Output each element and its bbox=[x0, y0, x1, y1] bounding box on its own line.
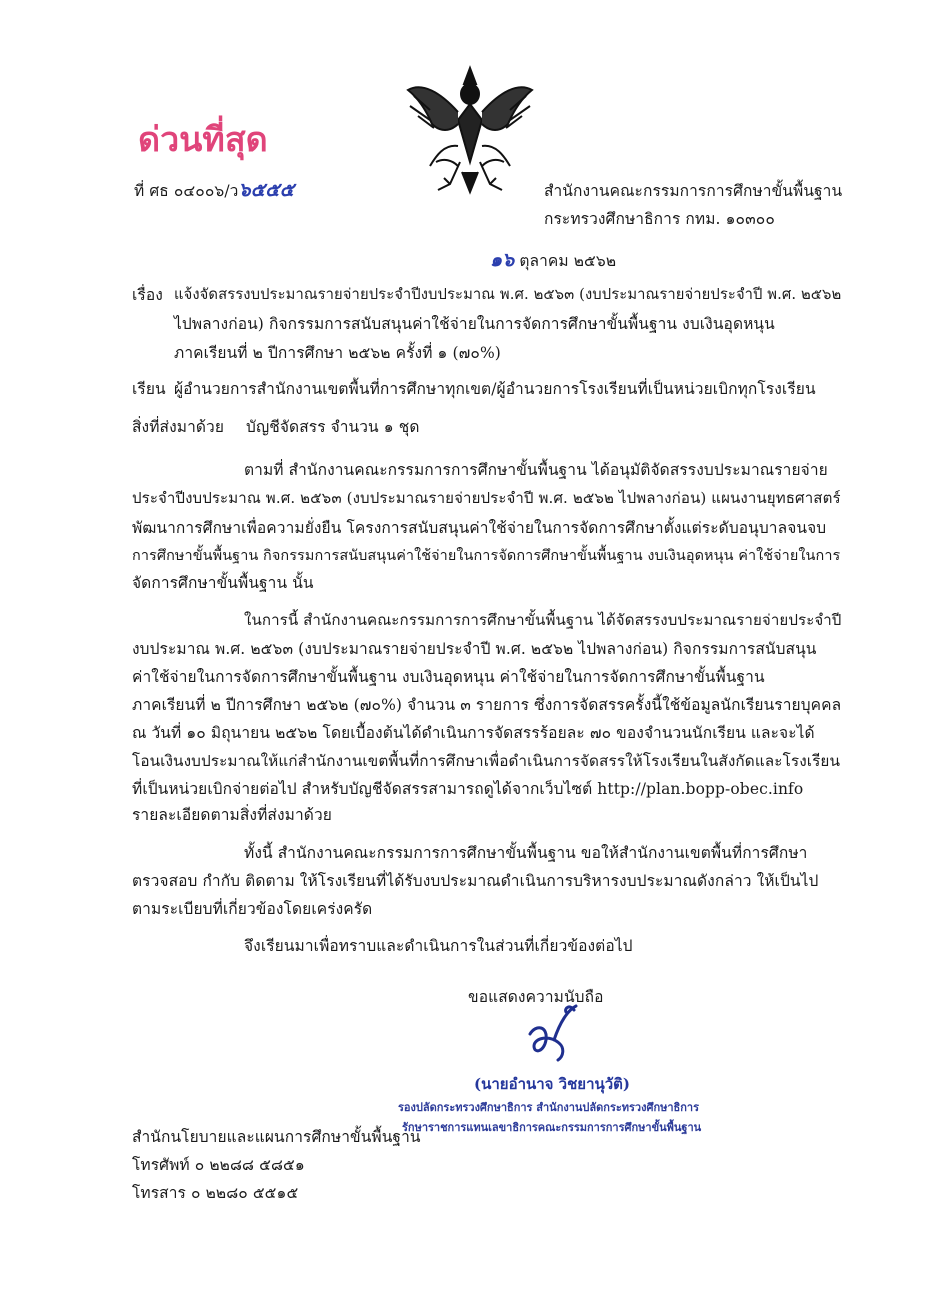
document-number-prefix: ที่ ศธ ๐๔๐๐๖/ว bbox=[134, 182, 239, 200]
document-number-handwritten: ๖๕๕๕ bbox=[238, 179, 295, 201]
date-day-handwritten: ๑๖ bbox=[490, 249, 515, 271]
paragraph-3-line: ทั้งนี้ สำนักงานคณะกรรมการการศึกษาขั้นพื้นฐาน ขอให้สำนักงานเขตพื้นที่การศึกษา bbox=[244, 844, 808, 862]
document-date bbox=[490, 245, 616, 275]
paragraph-2-line: ที่เป็นหน่วยเบิกจ่ายต่อไป สำหรับบัญชีจัดสรรสามารถดูได้จากเว็บไซต์ http://plan.bopp-obec.info bbox=[132, 780, 804, 798]
signer-title-line-1: รองปลัดกระทรวงศึกษาธิการ สำนักงานปลัดกระทรวงศึกษาธิการ bbox=[398, 1101, 700, 1114]
subject-line: แจ้งจัดสรรงบประมาณรายจ่ายประจำปีงบประมาณ พ.ศ. ๒๕๖๓ (งบประมาณรายจ่ายประจำปี พ.ศ. ๒๕๖๒ bbox=[174, 286, 842, 303]
signer-name: (นายอำนาจ วิชยานุวัติ) bbox=[474, 1075, 631, 1093]
paragraph-2-line: รายละเอียดตามสิ่งที่ส่งมาด้วย bbox=[132, 806, 332, 824]
paragraph-2-line: งบประมาณ พ.ศ. ๒๕๖๓ (งบประมาณรายจ่ายประจำปี พ.ศ. ๒๕๖๒ ไปพลางก่อน) กิจกรรมการสนับสนุน bbox=[132, 640, 817, 658]
subject-line: ภาคเรียนที่ ๒ ปีการศึกษา ๒๕๖๒ ครั้งที่ ๑ (๗๐%) bbox=[174, 344, 501, 362]
paragraph-2-line: ในการนี้ สำนักงานคณะกรรมการการศึกษาขั้นพื้นฐาน ได้จัดสรรงบประมาณรายจ่ายประจำปี bbox=[244, 611, 842, 629]
paragraph-1-line: ตามที่ สำนักงานคณะกรรมการการศึกษาขั้นพื้นฐาน ได้อนุมัติจัดสรรงบประมาณรายจ่าย bbox=[244, 461, 828, 479]
subject-label: เรื่อง bbox=[132, 286, 163, 304]
garuda-emblem-icon bbox=[400, 62, 540, 197]
paragraph-3-line: ตามระเบียบที่เกี่ยวข้องโดยเคร่งครัด bbox=[132, 900, 373, 918]
closing-request: จึงเรียนมาเพื่อทราบและดำเนินการในส่วนที่เกี่ยวข้องต่อไป bbox=[244, 937, 633, 955]
signer-title-line-2: รักษาราชการแทนเลขาธิการคณะกรรมการการศึกษาขั้นพื้นฐาน bbox=[402, 1121, 702, 1134]
enclosure-text: บัญชีจัดสรร จำนวน ๑ ชุด bbox=[246, 418, 420, 436]
agency-address: กระทรวงศึกษาธิการ กทม. ๑๐๓๐๐ bbox=[544, 210, 775, 228]
handwritten-signature bbox=[520, 1000, 590, 1065]
document-number bbox=[134, 175, 294, 205]
paragraph-1-line: พัฒนาการศึกษาเพื่อความยั่งยืน โครงการสนับสนุนค่าใช้จ่ายในการจัดการศึกษาตั้งแต่ระดับอนุบาลจนจบ bbox=[132, 519, 827, 537]
paragraph-2-line: ค่าใช้จ่ายในการจัดการศึกษาขั้นพื้นฐาน งบเงินอุดหนุน ค่าใช้จ่ายในการจัดการศึกษาขั้นพื้นฐาน bbox=[132, 668, 765, 686]
footer-phone: โทรศัพท์ ๐ ๒๒๘๘ ๕๘๕๑ bbox=[132, 1156, 305, 1174]
date-month-year: ตุลาคม ๒๕๖๒ bbox=[519, 252, 617, 270]
recipient-text: ผู้อำนวยการสำนักงานเขตพื้นที่การศึกษาทุกเขต/ผู้อำนวยการโรงเรียนที่เป็นหน่วยเบิกทุกโรงเรียน bbox=[174, 380, 816, 398]
paragraph-2-line: ภาคเรียนที่ ๒ ปีการศึกษา ๒๕๖๒ (๗๐%) จำนวน ๓ รายการ ซึ่งการจัดสรรครั้งนี้ใช้ข้อมูลนักเรียนรายบุคคล bbox=[132, 696, 842, 714]
agency-name: สำนักงานคณะกรรมการการศึกษาขั้นพื้นฐาน bbox=[544, 182, 843, 200]
paragraph-2-line: โอนเงินงบประมาณให้แก่สำนักงานเขตพื้นที่การศึกษาเพื่อดำเนินการจัดสรรให้โรงเรียนในสังกัดและโรงเรียน bbox=[132, 752, 841, 770]
footer-fax: โทรสาร ๐ ๒๒๘๐ ๕๕๑๕ bbox=[132, 1184, 299, 1202]
paragraph-1-line: จัดการศึกษาขั้นพื้นฐาน นั้น bbox=[132, 574, 314, 592]
enclosure-label: สิ่งที่ส่งมาด้วย bbox=[132, 418, 225, 436]
footer-office: สำนักนโยบายและแผนการศึกษาขั้นพื้นฐาน bbox=[132, 1128, 421, 1146]
paragraph-1-line: การศึกษาขั้นพื้นฐาน กิจกรรมการสนับสนุนค่าใช้จ่ายในการจัดการศึกษาขั้นพื้นฐาน งบเงินอุดหนุน ค่าใช้จ่ายในการ bbox=[132, 548, 841, 564]
paragraph-1-line: ประจำปีงบประมาณ พ.ศ. ๒๕๖๓ (งบประมาณรายจ่ายประจำปี พ.ศ. ๒๕๖๒ ไปพลางก่อน) แผนงานยุทธศาสตร์ bbox=[132, 489, 841, 507]
urgency-label: ด่วนที่สุด bbox=[138, 120, 268, 160]
recipient-label: เรียน bbox=[132, 380, 166, 398]
salutation: ขอแสดงความนับถือ bbox=[468, 988, 604, 1006]
paragraph-2-line: ณ วันที่ ๑๐ มิถุนายน ๒๕๖๒ โดยเบื้องต้นได้ดำเนินการจัดสรรร้อยละ ๗๐ ของจำนวนนักเรียน และจะได้ bbox=[132, 724, 815, 742]
subject-line: ไปพลางก่อน) กิจกรรมการสนับสนุนค่าใช้จ่ายในการจัดการศึกษาขั้นพื้นฐาน งบเงินอุดหนุน bbox=[174, 315, 775, 333]
paragraph-3-line: ตรวจสอบ กำกับ ติดตาม ให้โรงเรียนที่ได้รับงบประมาณดำเนินการบริหารงบประมาณดังกล่าว ให้เป็นไป bbox=[132, 872, 819, 890]
